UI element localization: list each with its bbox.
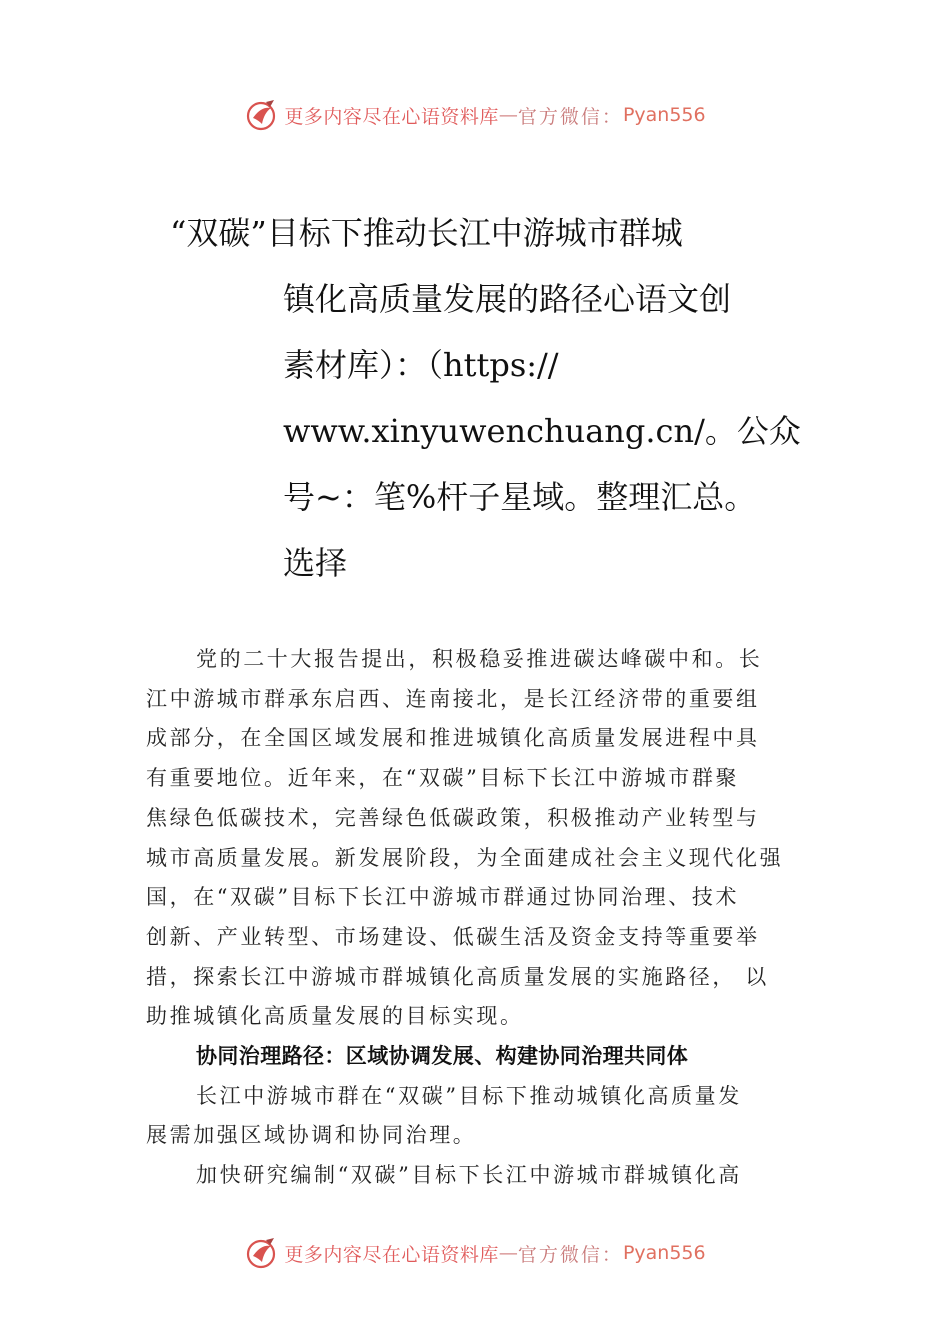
banner-wechat-id: Pyan556 bbox=[622, 1242, 706, 1264]
header-banner bbox=[0, 95, 950, 135]
banner-main-text: 更多内容尽在心语资料库 bbox=[284, 105, 499, 128]
banner-wechat-label: 官方微信： bbox=[517, 1243, 623, 1266]
footer-banner bbox=[0, 1233, 950, 1273]
paragraph-line: 成部分，在全国区域发展和推进城镇化高质量发展进程中具 bbox=[146, 726, 760, 751]
paragraph-line: 长江中游城市群在“双碳”目标下推动城镇化高质量发 bbox=[196, 1083, 742, 1108]
paragraph-line: 创新、产业转型、市场建设、低碳生活及资金支持等重要举 bbox=[146, 924, 760, 949]
paragraph-line: 加快研究编制“双碳”目标下长江中游城市群城镇化高 bbox=[196, 1163, 742, 1188]
document-title bbox=[170, 200, 810, 596]
title-line bbox=[170, 398, 810, 464]
title-line bbox=[170, 332, 810, 398]
document-body bbox=[146, 640, 822, 1196]
title-line-text: www.xinyuwenchuang.cn/。公众 bbox=[283, 412, 801, 450]
paragraph-line: 助推城镇化高质量发展的目标实现。 bbox=[146, 1004, 524, 1029]
title-line-text: 素材库）：（https:// bbox=[283, 346, 559, 384]
brand-logo-icon bbox=[244, 98, 278, 132]
banner-main-text: 更多内容尽在心语资料库 bbox=[284, 1243, 499, 1266]
banner-separator: — bbox=[498, 104, 518, 126]
banner-wechat-label: 官方微信： bbox=[517, 105, 623, 128]
paragraph-line: 城市高质量发展。新发展阶段，为全面建成社会主义现代化强 bbox=[146, 845, 784, 870]
title-line: 选择 bbox=[283, 544, 348, 582]
title-line: 镇化高质量发展的路径心语文创 bbox=[283, 280, 732, 318]
paragraph-line: 江中游城市群承东启西、连南接北，是长江经济带的重要组 bbox=[146, 686, 760, 711]
paragraph-line: 有重要地位。近年来，在“双碳”目标下长江中游城市群聚 bbox=[146, 766, 740, 791]
title-line: “双碳”目标下推动长江中游城市群城 bbox=[170, 214, 683, 252]
paragraph-line: 焦绿色低碳技术，完善绿色低碳政策，积极推动产业转型与 bbox=[146, 805, 760, 830]
paragraph-line: 国，在“双碳”目标下长江中游城市群通过协同治理、技术 bbox=[146, 885, 740, 910]
paragraph-line: 党的二十大报告提出，积极稳妥推进碳达峰碳中和。长 bbox=[196, 647, 763, 671]
paragraph-line: 措，探索长江中游城市群城镇化高质量发展的实施路径， 以 bbox=[146, 964, 769, 989]
title-line: 号~：笔%杆子星域。整理汇总。 bbox=[283, 478, 757, 516]
banner-wechat-id: Pyan556 bbox=[622, 104, 706, 126]
brand-logo-icon bbox=[244, 1236, 278, 1270]
banner-separator: — bbox=[498, 1242, 518, 1264]
section-heading: 协同治理路径：区域协调发展、构建协同治理共同体 bbox=[196, 1044, 689, 1069]
paragraph-line: 展需加强区域协调和协同治理。 bbox=[146, 1123, 477, 1148]
